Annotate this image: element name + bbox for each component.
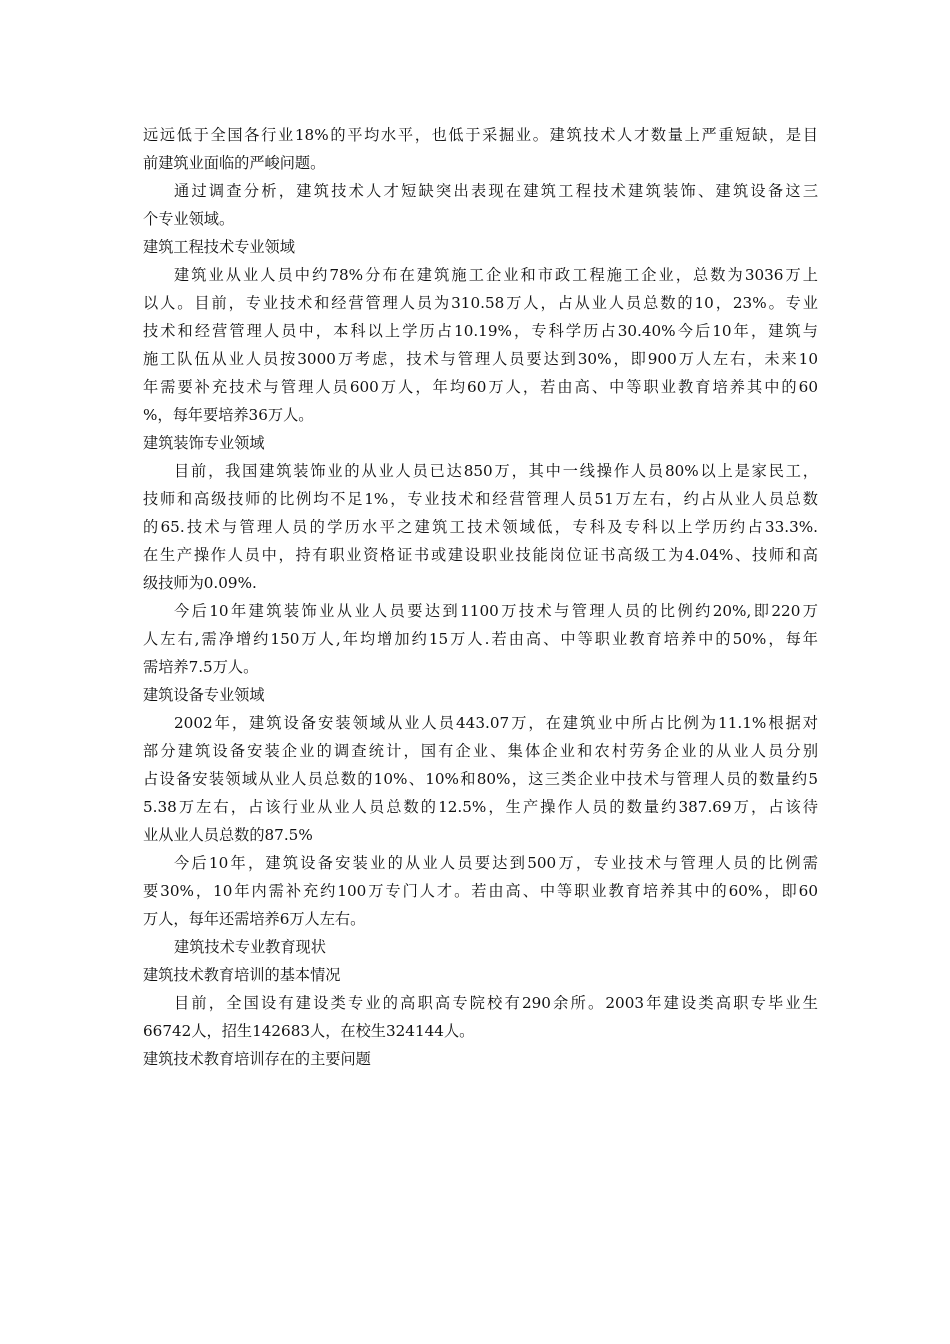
text-line: 要30%，10年内需补充约100万专门人才。若由高、中等职业教育培养其中的60%，即60	[143, 882, 818, 900]
text-line: 部分建筑设备安装企业的调查统计，国有企业、集体企业和农村劳务企业的从业人员分别	[143, 742, 818, 760]
text-line: 远远低于全国各行业18%的平均水平，也低于采掘业。建筑技术人才数量上严重短缺，是目	[143, 126, 818, 144]
text-line: 以人。目前，专业技术和经营管理人员为310.58万人，占从业人员总数的10，23%。专业	[143, 294, 818, 312]
text-line: 前建筑业面临的严峻问题。	[143, 154, 326, 172]
text-line: 级技师为0.09%.	[143, 574, 257, 592]
text-line: 建筑技术教育培训存在的主要问题	[143, 1050, 371, 1068]
text-line: 2002年，建筑设备安装领域从业人员443.07万，在建筑业中所占比例为11.1%根据对	[174, 714, 818, 732]
text-line: 66742人，招生142683人，在校生324144人。	[143, 1022, 475, 1040]
text-line: 的65.技术与管理人员的学历水平之建筑工技术领域低，专科及专科以上学历约占33.3%.	[143, 518, 818, 536]
text-line: 人左右,需净增约150万人,年均增加约15万人.若由高、中等职业教育培养中的50%，每年	[143, 630, 818, 648]
text-line: 年需要补充技术与管理人员600万人，年均60万人，若由高、中等职业教育培养其中的60	[143, 378, 818, 396]
text-line: 今后10年，建筑设备安装业的从业人员要达到500万，专业技术与管理人员的比例需	[174, 854, 818, 872]
document-page	[143, 121, 818, 1073]
text-line: 技术和经营管理人员中，本科以上学历占10.19%，专科学历占30.40%今后10年，建筑与	[143, 322, 818, 340]
text-line: 技师和高级技师的比例均不足1%，专业技术和经营管理人员51万左右，约占从业人员总数	[143, 490, 818, 508]
text-line: 建筑业从业人员中约78%分布在建筑施工企业和市政工程施工企业，总数为3036万上	[174, 266, 818, 284]
text-line: 建筑设备专业领域	[143, 686, 265, 704]
text-line: 占设备安装领域从业人员总数的10%、10%和80%，这三类企业中技术与管理人员的数量约5	[143, 770, 818, 788]
text-line: 建筑装饰专业领域	[143, 434, 265, 452]
text-line: 通过调查分析，建筑技术人才短缺突出表现在建筑工程技术建筑装饰、建筑设备这三	[174, 182, 818, 200]
text-line: 目前，全国设有建设类专业的高职高专院校有290余所。2003年建设类高职专毕业生	[174, 994, 818, 1012]
text-line: 在生产操作人员中，持有职业资格证书或建设职业技能岗位证书高级工为4.04%、技师和高	[143, 546, 818, 564]
text-line: 万人，每年还需培养6万人左右。	[143, 910, 366, 928]
text-line: 个专业领域。	[143, 210, 235, 228]
text-line: 建筑技术专业教育现状	[174, 938, 326, 956]
text-line: 业从业人员总数的87.5%	[143, 826, 313, 844]
text-line: %，每年要培养36万人。	[143, 406, 314, 424]
text-line: 施工队伍从业人员按3000万考虑，技术与管理人员要达到30%，即900万人左右，未来10	[143, 350, 818, 368]
text-line: 今后10年建筑装饰业从业人员要达到1100万技术与管理人员的比例约20%,即220万	[174, 602, 818, 620]
text-line: 5.38万左右，占该行业从业人员总数的12.5%，生产操作人员的数量约387.69万，占该待	[143, 798, 818, 816]
text-line: 需培养7.5万人。	[143, 658, 259, 676]
text-line: 建筑技术教育培训的基本情况	[143, 966, 341, 984]
text-line: 目前，我国建筑装饰业的从业人员已达850万，其中一线操作人员80%以上是家民工，	[174, 462, 818, 480]
text-line: 建筑工程技术专业领域	[143, 238, 295, 256]
